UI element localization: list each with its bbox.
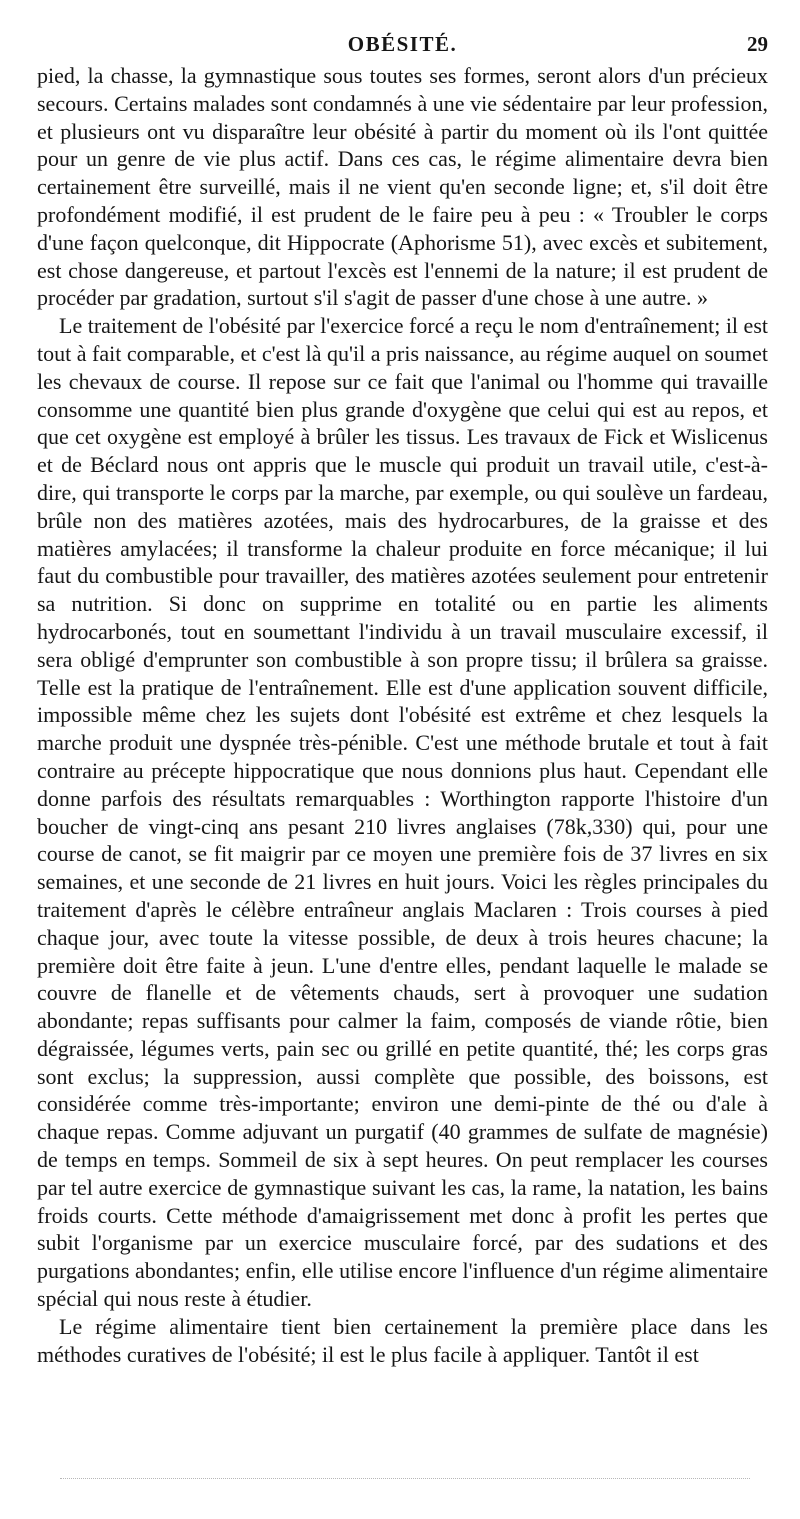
paragraph-entrainement: Le traitement de l'obésité par l'exercice forcé a reçu le nom d'entraînement; il est tout à fait comparable, et c'est là qu'il a pris naissance, au régime auquel on soumet les chevaux de course. Il repose sur ce fait que l'animal ou l'homme qui travaille consomme une quantité bien plus grande d'oxygène que celui qui est au repos, et que cet oxygène est employé à brûler les tissus. Les travaux de Fick et Wislicenus et de Béclard nous ont appris que le muscle qui produit un travail utile, c'est-à-dire, qui transporte le corps par la marche, par exemple, ou qui soulève un fardeau, brûle non des matières azotées, mais des hydrocarbures, de la graisse et des matières amylacées; il transforme la chaleur produite en force mécanique; il lui faut du combustible pour travailler, des matières azotées seulement pour entretenir sa nutrition. Si donc on supprime en totalité ou en partie les aliments hydrocarbonés, tout en soumettant l'individu à un travail musculaire excessif, il sera obligé d'emprunter son combustible à son propre tissu; il brûlera sa graisse. Telle est la pratique de l'entraînement. Elle est d'une application souvent difficile, impossible même chez les sujets dont l'obésité est extrême et chez lesquels la marche produit une dyspnée très-pénible. C'est une méthode brutale et tout à fait contraire au précepte hippocratique que nous donnions plus haut. Cependant elle donne parfois des résultats remarquables : Worthington rapporte l'histoire d'un boucher de vingt-cinq ans pesant 210 livres anglaises (78k,330) qui, pour une course de canot, se fit maigrir par ce moyen une première fois de 37 livres en six semaines, et une seconde de 21 livres en huit jours. Voici les règles principales du traitement d'après le célèbre entraîneur anglais Maclaren : Trois courses à pied chaque jour, avec toute la vitesse possible, de deux à trois heures chacune; la première doit être faite à jeun. L'une d'entre elles, pendant laquelle le malade se couvre de flanelle et de vêtements chauds, sert à provoquer une sudation abondante; repas suffisants pour calmer la faim, composés de viande rôtie, bien dégraissée, légumes verts, pain sec ou grillé en petite quantité, thé; les corps gras sont exclus; la suppression, aussi complète que possible, des boissons, est considérée comme très-importante; environ une demi-pinte de thé ou d'ale à chaque repas. Comme adjuvant un purgatif (40 grammes de sulfate de magnésie) de temps en temps. Sommeil de six à sept heures. On peut remplacer les courses par tel autre exercice de gymnastique suivant les cas, la rame, la natation, les bains froids courts. Cette méthode d'amaigrissement met donc à profit les pertes que subit l'organisme par un exercice musculaire forcé, par des sudations et des purgations abondantes; enfin, elle utilise encore l'influence d'un régime alimentaire spécial qui nous reste à étudier. [37,313,768,1312]
page-header [37,32,768,62]
running-title: OBÉSITÉ. [347,32,458,56]
page-number: 29 [747,32,768,56]
footer-dotted-rule [60,1478,750,1479]
paragraph-continuation: pied, la chasse, la gymnastique sous toutes ses formes, seront alors d'un précieux secours. Certains malades sont condamnés à une vie sédentaire par leur profession, et plusieurs ont vu disparaître leur obésité à partir du moment où ils l'ont quittée pour un genre de vie plus actif. Dans ces cas, le régime alimentaire devra bien certainement être surveillé, mais il ne vient qu'en seconde ligne; et, s'il doit être profondément modifié, il est prudent de le faire peu à peu : « Troubler le corps d'une façon quelconque, dit Hippocrate (Aphorisme 51), avec excès et subitement, est chose dangereuse, et partout l'excès est l'ennemi de la nature; il est prudent de procéder par gradation, surtout s'il s'agit de passer d'une chose à une autre. » [37,63,768,311]
book-page [37,32,768,1368]
paragraph-regime-alimentaire: Le régime alimentaire tient bien certainement la première place dans les méthodes curatives de l'obésité; il est le plus facile à appliquer. Tantôt il est [37,1313,768,1367]
body-text [37,62,768,1368]
